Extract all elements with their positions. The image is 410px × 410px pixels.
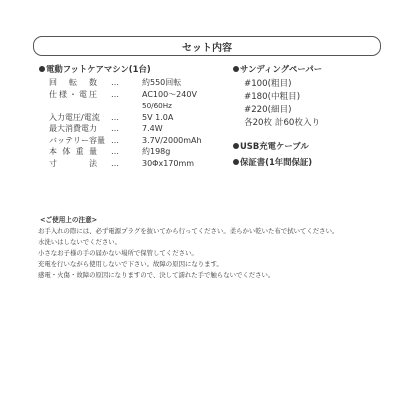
spec-leader-dots: … [111, 147, 118, 156]
cable-section-title [233, 140, 309, 152]
spec-leader-dots: … [111, 158, 118, 168]
spec-leader-dots: … [111, 78, 118, 87]
sanding-paper-item: #180(中粗目) [244, 92, 301, 102]
sanding-paper-item: #100(粗目) [244, 79, 292, 89]
spec-label [49, 123, 97, 135]
device-title: 電動フットケアマシン(1台) [46, 64, 151, 74]
spec-label-part: 圧 [89, 89, 97, 99]
spec-value: AC100～240V [142, 89, 197, 99]
bullet-icon [233, 143, 239, 149]
spec-value: 30Φx170mm [142, 158, 195, 168]
sanding-section-title [233, 63, 322, 75]
spec-label [49, 112, 100, 124]
usage-note-line: 小さなお子様の手の届かない場所で保管してください。 [38, 249, 198, 257]
usage-note-line: お手入れの際には、必ず電源プラグを抜いてから行ってください。柔らかい乾いた布で拭いてください。 [38, 227, 339, 235]
usage-notes-list [38, 226, 378, 281]
spec-label-part: 入力電圧/電流 [49, 112, 100, 122]
warranty-title: 保証書(1年間保証) [240, 157, 313, 167]
spec-label-part: 数 [89, 78, 97, 87]
spec-leader-dots: … [111, 124, 118, 133]
spec-label-part: 量 [88, 147, 97, 156]
spec-value-continuation: 50/60Hz [142, 101, 172, 110]
sanding-title: サンディングペーパー [240, 64, 323, 74]
spec-label-part: 本 [49, 147, 57, 156]
spec-label-part: 体 [62, 147, 71, 156]
cable-title: USB充電ケーブル [240, 141, 309, 151]
usage-note-line: 感電・火傷・故障の原因になりますので、決して濡れた手で触らないでください。 [38, 271, 275, 279]
spec-label-part: 寸 [49, 158, 57, 168]
spec-value: 5V 1.0A [142, 112, 174, 122]
bullet-icon [39, 66, 45, 72]
warranty-section-title [233, 156, 312, 168]
spec-label-part: 転 [69, 78, 77, 87]
spec-leader-dots: … [111, 112, 118, 122]
spec-value: 3.7V/2000mAh [142, 135, 202, 145]
spec-label-part: 法 [89, 158, 97, 168]
spec-label-part: ・ [69, 89, 77, 99]
spec-leader-dots: … [111, 135, 118, 145]
bullet-icon [233, 159, 239, 165]
spec-leader-dots: … [111, 89, 118, 99]
spec-value: 7.4W [142, 124, 163, 133]
spec-label-part: バッテリー容量 [49, 135, 105, 145]
sanding-paper-list [244, 78, 320, 130]
spec-label [49, 135, 105, 147]
bullet-icon [233, 66, 239, 72]
spec-value: 約550回転 [142, 78, 182, 87]
spec-value: 約198g [142, 147, 171, 156]
device-section-title [39, 63, 151, 75]
spec-label-part: 最大消費電力 [49, 124, 97, 133]
usage-note-line: 充電を行いながら使用しないで下さい。故障の原因になります。 [38, 260, 223, 268]
spec-label [49, 146, 97, 158]
spec-label-part: 電 [79, 89, 87, 99]
spec-label [49, 158, 97, 170]
set-contents-header [33, 36, 381, 56]
usage-notes-title: <ご使用上の注意> [40, 216, 98, 224]
spec-label-part: 仕 [49, 89, 57, 99]
spec-label-part: 回 [49, 78, 57, 87]
usage-note-line: 水洗いはしないでください。 [38, 238, 122, 246]
spec-label-part: 重 [75, 147, 84, 156]
spec-label [49, 77, 97, 89]
header-title: セット内容 [182, 42, 232, 54]
sanding-paper-item: 各20枚 計60枚入り [244, 118, 321, 128]
spec-label-part: 様 [59, 89, 67, 99]
sanding-paper-item: #220(細目) [244, 105, 292, 115]
spec-label [49, 89, 97, 101]
